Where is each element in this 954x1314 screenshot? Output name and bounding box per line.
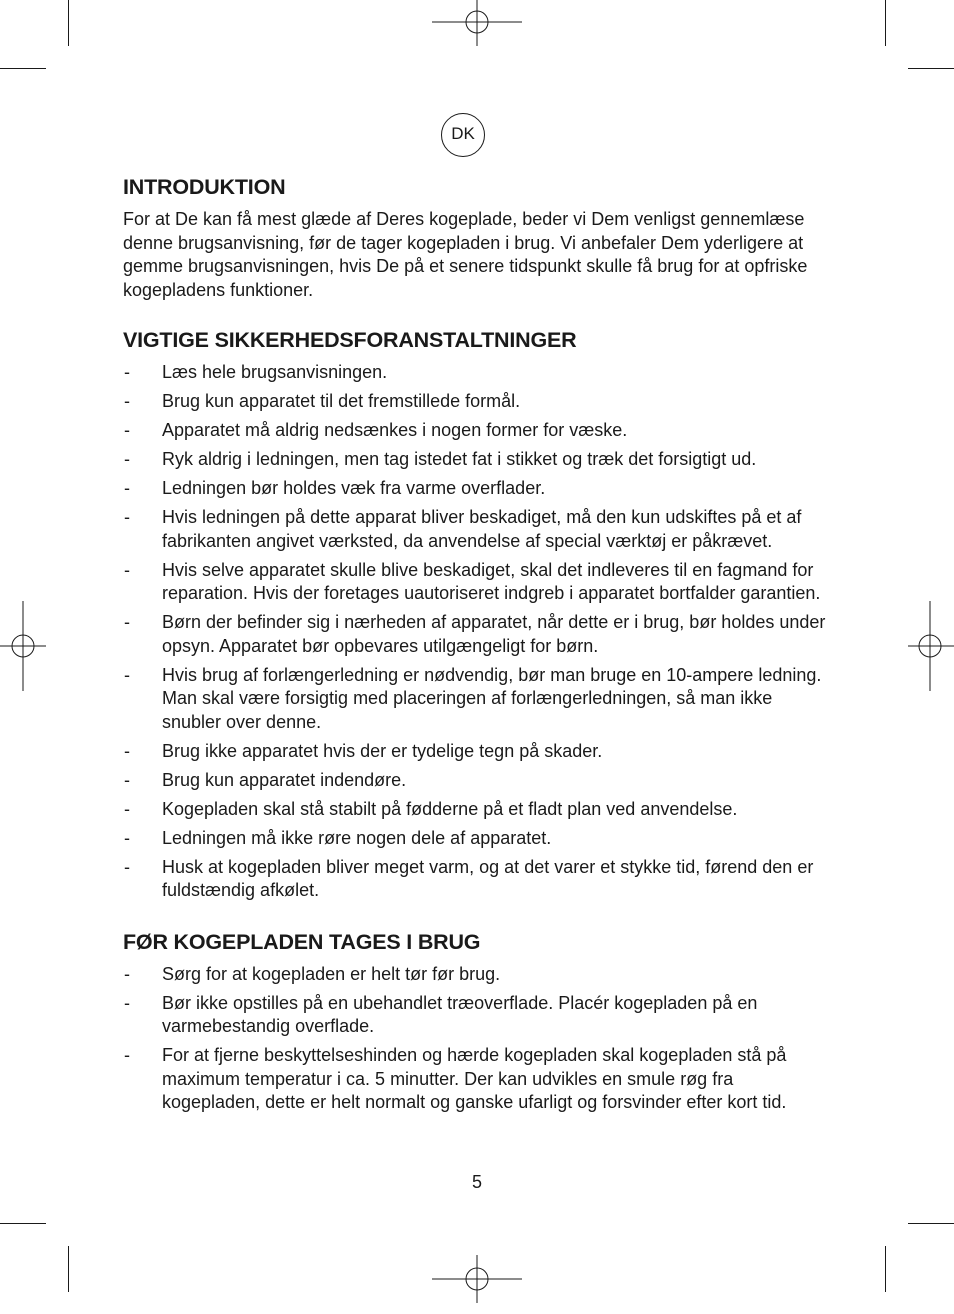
- list-item: [123, 506, 833, 553]
- registration-mark-left: [0, 601, 90, 691]
- list-item-text: Bør ikke opstilles på en ubehandlet træoverflade. Placér kogepladen på en varmebestandig overflade.: [162, 992, 758, 1036]
- crop-mark-bottom-left-horizontal: [0, 1223, 46, 1224]
- crop-mark-top-left-vertical: [68, 0, 69, 46]
- list-item: [123, 992, 833, 1039]
- list-marker: -: [124, 769, 130, 790]
- list-item: [123, 963, 833, 987]
- crop-mark-top-left-horizontal: [0, 68, 46, 69]
- list-item-text: Husk at kogepladen bliver meget varm, og at det varer et stykke tid, førend den er fuldstændig afkølet.: [162, 856, 814, 900]
- safety-heading: VIGTIGE SIKKERHEDSFORANSTALTNINGER: [123, 328, 577, 352]
- list-item: [123, 559, 833, 606]
- crop-mark-top-right-horizontal: [908, 68, 954, 69]
- list-item: [123, 419, 833, 443]
- list-item: [123, 448, 833, 472]
- crop-mark-bottom-right-vertical: [885, 1246, 886, 1292]
- list-marker: -: [124, 478, 130, 498]
- language-badge: DK: [441, 113, 485, 157]
- before-use-list: [123, 963, 833, 1115]
- list-item-text: Brug kun apparatet til det fremstillede formål.: [162, 391, 521, 411]
- list-marker: -: [124, 420, 130, 440]
- page-number: 5: [471, 1172, 482, 1192]
- list-item-text: Børn der befinder sig i nærheden af apparatet, når dette er i brug, bør holdes under opsyn. Apparatet bør opbevares utilgængeligt for børn.: [162, 612, 826, 656]
- list-item-text: Kogepladen skal stå stabilt på fødderne på et fladt plan ved anvendelse.: [162, 798, 738, 819]
- list-marker: -: [124, 856, 130, 877]
- intro-heading: INTRODUKTION: [123, 175, 286, 199]
- list-marker: -: [124, 449, 130, 469]
- list-item: [123, 798, 833, 822]
- list-marker: -: [124, 963, 130, 984]
- list-marker: -: [124, 827, 130, 848]
- list-item-text: Apparatet må aldrig nedsænkes i nogen former for væske.: [162, 420, 628, 440]
- list-item: [123, 664, 833, 735]
- intro-paragraph: For at De kan få mest glæde af Deres kogeplade, beder vi Dem venligst gennemlæse denne brugsanvisning, før de tager kogepladen i brug. Vi anbefaler Dem yderligere at gemme brugsanvisningen, hvis De på et senere tidspunkt skulle få brug for at opfriske kogepladens funktioner.: [123, 209, 808, 300]
- list-marker: -: [124, 559, 130, 580]
- list-item: [123, 827, 833, 851]
- list-item: [123, 611, 833, 658]
- list-marker: -: [124, 362, 130, 382]
- list-item: [123, 1044, 833, 1115]
- list-marker: -: [124, 740, 130, 761]
- list-item-text: Brug ikke apparatet hvis der er tydelige tegn på skader.: [162, 740, 603, 761]
- list-item-text: Sørg for at kogepladen er helt tør før brug.: [162, 963, 501, 984]
- list-item-text: Hvis selve apparatet skulle blive beskadiget, skal det indleveres til en fagmand for reparation. Hvis der foretages uautoriseret indgreb i apparatet bortfalder garantien.: [162, 559, 821, 603]
- safety-list: [123, 361, 833, 903]
- list-item: [123, 390, 833, 414]
- list-marker: -: [124, 507, 130, 527]
- list-marker: -: [124, 612, 130, 632]
- registration-mark-right: [864, 601, 954, 691]
- page-content: [123, 172, 833, 1139]
- list-item-text: Hvis ledningen på dette apparat bliver beskadiget, må den kun udskiftes på et af fabrikanten angivet værksted, da anvendelse af special værktøj er påkrævet.: [162, 507, 802, 551]
- crop-mark-top-right-vertical: [885, 0, 886, 46]
- list-item-text: Ledningen bør holdes væk fra varme overflader.: [162, 478, 546, 498]
- list-item-text: Læs hele brugsanvisningen.: [162, 362, 388, 382]
- list-marker: -: [124, 798, 130, 819]
- list-marker: -: [124, 391, 130, 411]
- list-marker: -: [124, 992, 130, 1013]
- list-marker: -: [124, 664, 130, 685]
- crop-mark-bottom-left-vertical: [68, 1246, 69, 1292]
- list-marker: -: [124, 1045, 130, 1065]
- list-item-text: Ryk aldrig i ledningen, men tag istedet fat i stikket og træk det forsigtigt ud.: [162, 449, 757, 469]
- before-use-heading: FØR KOGEPLADEN TAGES I BRUG: [123, 929, 481, 954]
- list-item: [123, 361, 833, 385]
- crop-mark-bottom-right-horizontal: [908, 1223, 954, 1224]
- registration-mark-bottom: [432, 1224, 522, 1314]
- registration-mark-top: [432, 0, 522, 90]
- list-item-text: Brug kun apparatet indendøre.: [162, 769, 407, 790]
- list-item: [123, 477, 833, 501]
- list-item: [123, 740, 833, 764]
- list-item: [123, 856, 833, 903]
- list-item-text: Hvis brug af forlængerledning er nødvendig, bør man bruge en 10-ampere ledning. Man skal være forsigtig med placeringen af forlængerledningen, så man ikke snubler over denne.: [162, 664, 822, 732]
- list-item: [123, 769, 833, 793]
- list-item-text: Ledningen må ikke røre nogen dele af apparatet.: [162, 827, 552, 848]
- list-item-text: For at fjerne beskyttelseshinden og hærde kogepladen skal kogepladen stå på maximum temperatur i ca. 5 minutter. Der kan udvikles en smule røg fra kogepladen, dette er helt normalt og ganske ufarligt og forsvinder efter kort tid.: [162, 1045, 787, 1112]
